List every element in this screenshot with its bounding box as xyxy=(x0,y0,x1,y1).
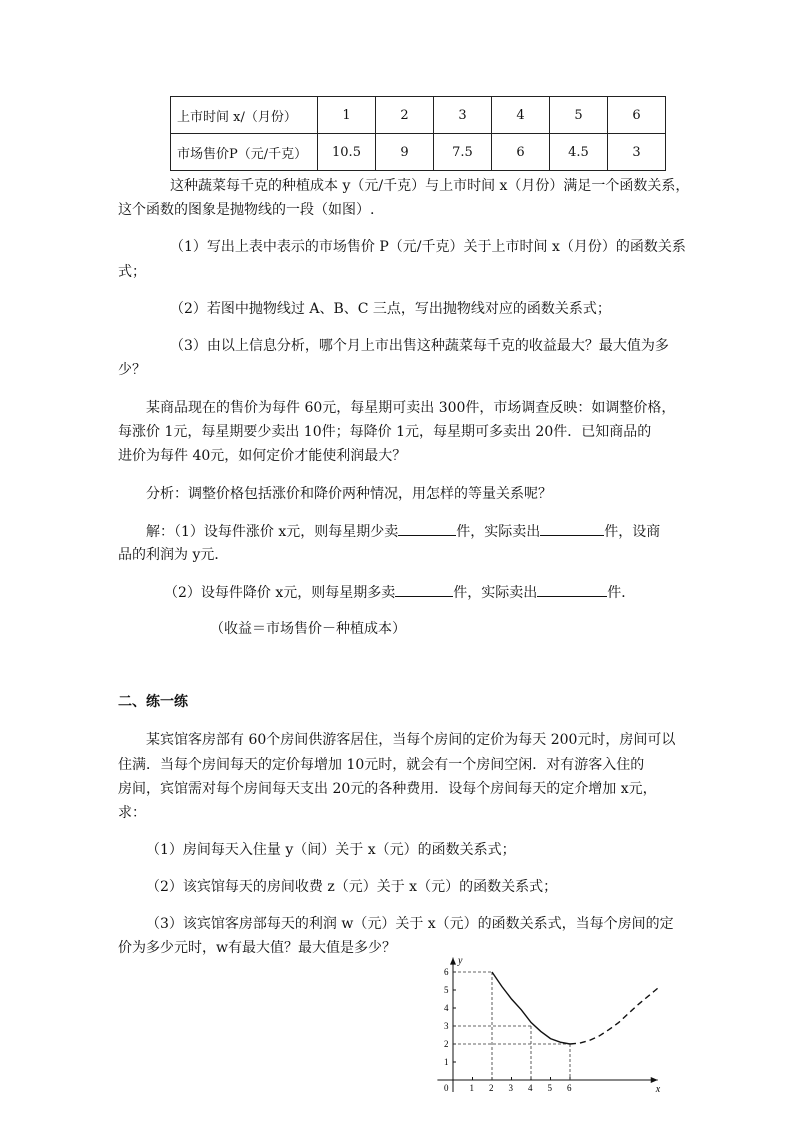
parabola-graph xyxy=(425,950,685,1100)
paragraph-line: 某宾馆客房部有 60个房间供游客居住，当每个房间的定价为每天 200元时，房间可以 xyxy=(146,732,676,748)
solution-text: 件，实际卖出 xyxy=(456,524,541,540)
paragraph-line: 这种蔬菜每千克的种植成本 y（元/千克）与上市时间 x（月份）满足一个函数关系， xyxy=(170,178,690,194)
y-tick-label: 3 xyxy=(444,1021,449,1031)
table-cell: 3 xyxy=(608,134,666,171)
paragraph-line: 每涨价 1元，每星期要少卖出 10件；每降价 1元，每星期可多卖出 20件．已知商品的 xyxy=(118,424,652,440)
solution-text: （2）设每件降价 x元，则每星期多卖 xyxy=(164,585,396,601)
paragraph-line: 进价为每件 40元，如何定价才能使利润最大？ xyxy=(118,448,407,464)
answer-blank[interactable] xyxy=(540,521,604,536)
y-axis-arrow xyxy=(450,958,456,965)
x-tick-label: 5 xyxy=(547,1083,552,1093)
table-cell: 7.5 xyxy=(434,134,492,171)
x-axis-arrow xyxy=(651,1077,658,1083)
question-2: （2）若图中抛物线过 A、B、C 三点，写出抛物线对应的函数关系式； xyxy=(170,301,611,317)
solution-1 xyxy=(146,521,660,542)
solution-2 xyxy=(164,582,635,603)
table-cell: 3 xyxy=(434,97,492,134)
x-tick-label: 6 xyxy=(567,1083,572,1093)
exercise-3: （3）该宾馆客房部每天的利润 w（元）关于 x（元）的函数关系式，当每个房间的定 xyxy=(146,916,674,932)
answer-blank[interactable] xyxy=(537,582,607,597)
y-tick-label: 4 xyxy=(444,1003,449,1013)
x-tick-label: 1 xyxy=(469,1083,474,1093)
table-header-cell: 市场售价P（元/千克） xyxy=(171,134,318,171)
solution-1-cont: 品的利润为 y元． xyxy=(118,547,229,563)
section-heading: 二、练一练 xyxy=(118,694,188,710)
paragraph-line: 求： xyxy=(118,805,146,821)
solution-text: 件，设商 xyxy=(604,524,661,540)
table-row xyxy=(171,97,666,134)
table-cell: 6 xyxy=(608,97,666,134)
table-cell: 2 xyxy=(376,97,434,134)
solution-text: 件，实际卖出 xyxy=(453,585,538,601)
table-header-cell: 上市时间 x/（月份） xyxy=(171,97,318,134)
paragraph-line: 某商品现在的售价为每件 60元，每星期可卖出 300件，市场调查反映：如调整价格， xyxy=(146,400,676,416)
y-tick-label: 2 xyxy=(444,1039,449,1049)
question-1: （1）写出上表中表示的市场售价 P（元/千克）关于上市时间 x（月份）的函数关系 xyxy=(170,239,686,255)
table-cell: 6 xyxy=(492,134,550,171)
paragraph-line: 住满．当每个房间每天的定价每增加 10元时，就会有一个房间空闲．对有游客入住的 xyxy=(118,757,645,773)
y-axis-label: y xyxy=(458,955,463,967)
exercise-2: （2）该宾馆每天的房间收费 z（元）关于 x（元）的函数关系式； xyxy=(146,879,558,895)
analysis-line: 分析：调整价格包括涨价和降价两种情况，用怎样的等量关系呢？ xyxy=(146,486,552,502)
x-tick-label: 3 xyxy=(508,1083,513,1093)
exercise-1: （1）房间每天入住量 y（间）关于 x（元）的函数关系式； xyxy=(146,842,516,858)
exercise-3-cont: 价为多少元时，w有最大值？最大值是多少？ xyxy=(118,940,396,956)
solution-text: 件． xyxy=(607,585,636,601)
question-3-cont: 少？ xyxy=(118,362,146,378)
answer-blank[interactable] xyxy=(395,582,453,597)
x-axis-label: x xyxy=(655,1084,661,1095)
table-row xyxy=(171,134,666,171)
solution-text: 解：（1）设每件涨价 x元，则每星期少卖 xyxy=(146,524,399,540)
price-table xyxy=(170,96,666,171)
table-cell: 1 xyxy=(318,97,376,134)
table-cell: 4 xyxy=(492,97,550,134)
x-tick-label: 2 xyxy=(489,1083,494,1093)
y-tick-label: 1 xyxy=(444,1057,449,1067)
note-line: （收益＝市场售价－种植成本） xyxy=(210,621,406,637)
paragraph-line: 这个函数的图象是抛物线的一段（如图）. xyxy=(118,202,375,218)
table-cell: 9 xyxy=(376,134,434,171)
y-tick-label: 5 xyxy=(444,985,449,995)
y-tick-label: 6 xyxy=(444,967,449,977)
question-3: （3）由以上信息分析，哪个月上市出售这种蔬菜每千克的收益最大？最大值为多 xyxy=(170,338,669,354)
answer-blank[interactable] xyxy=(398,521,456,536)
table-cell: 5 xyxy=(550,97,608,134)
question-1-cont: 式； xyxy=(118,264,146,280)
table-cell: 10.5 xyxy=(318,134,376,171)
origin-label: 0 xyxy=(444,1083,449,1093)
paragraph-line: 房间，宾馆需对每个房间每天支出 20元的各种费用．设每个房间每天的定介增加 x元， xyxy=(118,781,657,797)
table-cell: 4.5 xyxy=(550,134,608,171)
x-tick-label: 4 xyxy=(528,1083,533,1093)
parabola-dashed-series xyxy=(570,988,658,1044)
